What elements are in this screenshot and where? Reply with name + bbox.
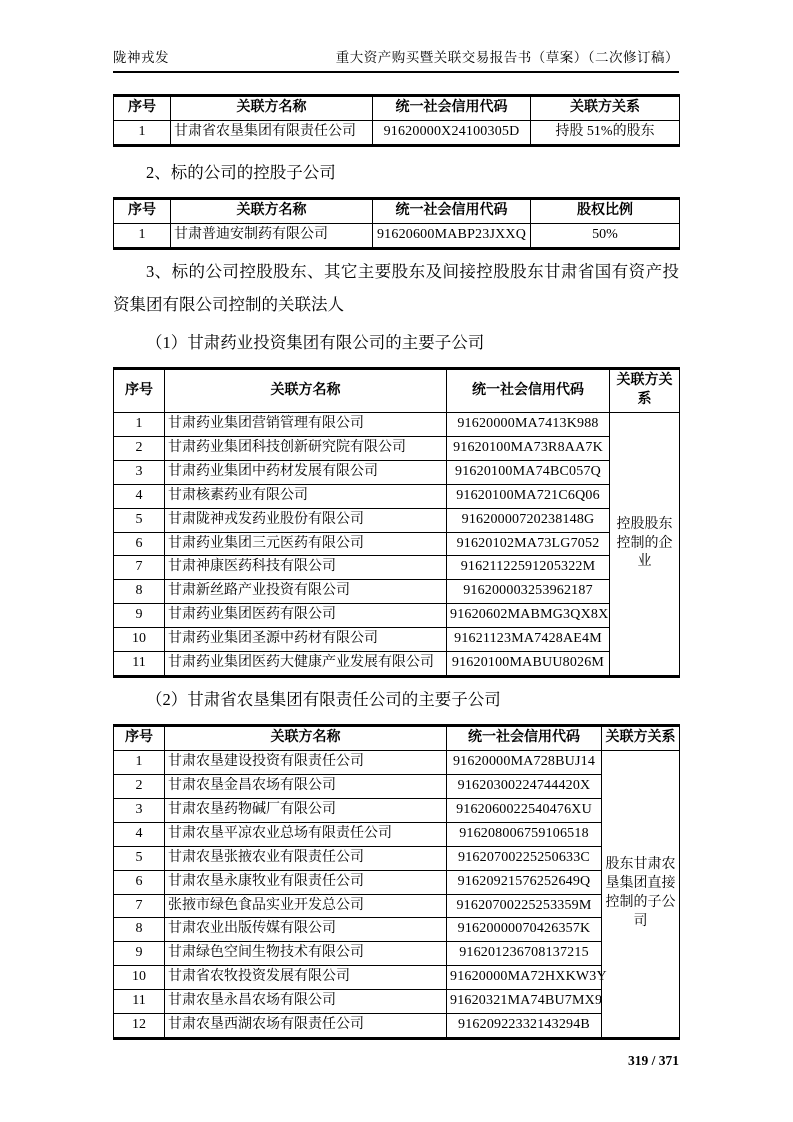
cell-name: 甘肃农垦平凉农业总场有限责任公司 [165, 822, 447, 846]
table-row [114, 437, 680, 461]
table-row [114, 508, 680, 532]
cell-serial: 10 [114, 966, 165, 990]
table-row [114, 966, 680, 990]
cell-code: 91620000MA728BUJ14 [447, 751, 602, 775]
cell-code: 91620100MA74BC057Q [447, 460, 610, 484]
cell-code: 91620100MABUU8026M [447, 652, 610, 677]
col-header-name: 关联方名称 [165, 369, 447, 413]
cell-code: 91620100MA721C6Q06 [447, 484, 610, 508]
table-header-row [114, 369, 680, 413]
table-row [114, 918, 680, 942]
cell-serial: 7 [114, 894, 165, 918]
cell-serial: 1 [114, 751, 165, 775]
cell-serial: 7 [114, 556, 165, 580]
cell-code: 916200003253962187 [447, 580, 610, 604]
col-header-code: 统一社会信用代码 [447, 726, 602, 751]
cell-name: 甘肃药业集团科技创新研究院有限公司 [165, 437, 447, 461]
related-party-shareholder-table [113, 94, 680, 147]
cell-name: 甘肃绿色空间生物技术有限公司 [165, 942, 447, 966]
cell-code: 91620000MA72HXKW3Y [447, 966, 602, 990]
cell-serial: 8 [114, 580, 165, 604]
cell-name: 甘肃药业集团医药大健康产业发展有限公司 [165, 652, 447, 677]
cell-serial: 5 [114, 846, 165, 870]
cell-code: 91620921576252649Q [447, 870, 602, 894]
table-row [114, 604, 680, 628]
cell-serial: 2 [114, 437, 165, 461]
col-header-name: 关联方名称 [171, 96, 373, 121]
table-row [114, 822, 680, 846]
cell-name: 张掖市绿色食品实业开发总公司 [165, 894, 447, 918]
table-row [114, 556, 680, 580]
cell-name: 甘肃农垦张掖农业有限责任公司 [165, 846, 447, 870]
table-row [114, 460, 680, 484]
cell-serial: 9 [114, 604, 165, 628]
header-company-short-name: 陇神戎发 [113, 50, 169, 65]
cell-code: 916208006759106518 [447, 822, 602, 846]
col-header-code: 统一社会信用代码 [373, 96, 531, 121]
table-row [114, 1014, 680, 1039]
heading-section-2: 2、标的公司的控股子公司 [146, 162, 336, 182]
heading-sub-2: （2）甘肃省农垦集团有限责任公司的主要子公司 [146, 689, 501, 709]
cell-code: 91620600MABP23JXXQ [373, 224, 531, 249]
cell-serial: 3 [114, 798, 165, 822]
table-row [114, 120, 680, 145]
table-row [114, 532, 680, 556]
table-row [114, 413, 680, 437]
cell-code: 91620700225250633C [447, 846, 602, 870]
cell-serial: 5 [114, 508, 165, 532]
table-row [114, 751, 680, 775]
table-row [114, 628, 680, 652]
table-row [114, 580, 680, 604]
cell-name: 甘肃药业集团中药材发展有限公司 [165, 460, 447, 484]
col-header-serial: 序号 [114, 199, 171, 224]
header-report-title: 重大资产购买暨关联交易报告书（草案）（二次修订稿） [335, 50, 679, 65]
heading-sub-1: （1）甘肃药业投资集团有限公司的主要子公司 [146, 332, 485, 352]
col-header-serial: 序号 [114, 369, 165, 413]
cell-name: 甘肃省农牧投资发展有限公司 [165, 966, 447, 990]
table-row [114, 224, 680, 249]
cell-code: 91620000720238148G [447, 508, 610, 532]
col-header-code: 统一社会信用代码 [373, 199, 531, 224]
table-row [114, 894, 680, 918]
cell-equity: 50% [531, 224, 680, 249]
cell-name: 甘肃省农垦集团有限责任公司 [171, 120, 373, 145]
table-row [114, 846, 680, 870]
cell-code: 91621123MA7428AE4M [447, 628, 610, 652]
cell-code: 91620000070426357K [447, 918, 602, 942]
cell-code: 91620102MA73LG7052 [447, 532, 610, 556]
col-header-serial: 序号 [114, 96, 171, 121]
nongken-group-subsidiaries-table [113, 724, 680, 1040]
pharma-group-subsidiaries-table [113, 367, 680, 678]
cell-name: 甘肃农垦药物碱厂有限公司 [165, 798, 447, 822]
cell-name: 甘肃药业集团三元医药有限公司 [165, 532, 447, 556]
cell-serial: 1 [114, 120, 171, 145]
cell-serial: 6 [114, 870, 165, 894]
col-header-serial: 序号 [114, 726, 165, 751]
cell-serial: 1 [114, 224, 171, 249]
table-header-row [114, 199, 680, 224]
cell-name: 甘肃农垦永昌农场有限公司 [165, 990, 447, 1014]
page-header [113, 46, 679, 73]
cell-relation-merged: 控股股东控制的企业 [610, 413, 680, 677]
col-header-code: 统一社会信用代码 [447, 369, 610, 413]
cell-serial: 4 [114, 822, 165, 846]
table-row [114, 484, 680, 508]
table-row [114, 942, 680, 966]
cell-code: 91620321MA74BU7MX9 [447, 990, 602, 1014]
cell-serial: 12 [114, 1014, 165, 1039]
cell-relation-merged: 股东甘肃农垦集团直接控制的子公司 [602, 751, 680, 1039]
col-header-equity: 股权比例 [531, 199, 680, 224]
cell-name: 甘肃农垦永康牧业有限责任公司 [165, 870, 447, 894]
cell-name: 甘肃陇神戎发药业股份有限公司 [165, 508, 447, 532]
cell-serial: 10 [114, 628, 165, 652]
cell-code: 91620100MA73R8AA7K [447, 437, 610, 461]
cell-serial: 8 [114, 918, 165, 942]
cell-name: 甘肃农垦金昌农场有限公司 [165, 775, 447, 799]
table-row [114, 990, 680, 1014]
col-header-relation: 关联方关系 [602, 726, 680, 751]
cell-serial: 2 [114, 775, 165, 799]
col-header-relation: 关联方关系 [531, 96, 680, 121]
table-row [114, 870, 680, 894]
cell-name: 甘肃药业集团营销管理有限公司 [165, 413, 447, 437]
cell-code: 9162060022540476XU [447, 798, 602, 822]
col-header-name: 关联方名称 [171, 199, 373, 224]
table-header-row [114, 96, 680, 121]
page-number: 319 / 371 [627, 1052, 679, 1068]
cell-name: 甘肃新丝路产业投资有限公司 [165, 580, 447, 604]
cell-code: 91620300224744420X [447, 775, 602, 799]
cell-serial: 6 [114, 532, 165, 556]
cell-name: 甘肃神康医药科技有限公司 [165, 556, 447, 580]
heading-section-3: 3、标的公司控股股东、其它主要股东及间接控股股东甘肃省国有资产投资集团有限公司控制的关联法人 [113, 261, 679, 314]
cell-name: 甘肃农垦西湖农场有限责任公司 [165, 1014, 447, 1039]
table-row [114, 652, 680, 677]
cell-name: 甘肃农垦建设投资有限责任公司 [165, 751, 447, 775]
col-header-relation: 关联方关系 [610, 369, 680, 413]
cell-name: 甘肃药业集团圣源中药材有限公司 [165, 628, 447, 652]
cell-serial: 4 [114, 484, 165, 508]
cell-code: 91620922332143294B [447, 1014, 602, 1039]
cell-name: 甘肃核素药业有限公司 [165, 484, 447, 508]
cell-name: 甘肃普迪安制药有限公司 [171, 224, 373, 249]
cell-serial: 3 [114, 460, 165, 484]
cell-code: 91620602MABMG3QX8X [447, 604, 610, 628]
cell-code: 91620000X24100305D [373, 120, 531, 145]
cell-name: 甘肃药业集团医药有限公司 [165, 604, 447, 628]
table-row [114, 775, 680, 799]
cell-serial: 11 [114, 990, 165, 1014]
table-row [114, 798, 680, 822]
cell-name: 甘肃农业出版传媒有限公司 [165, 918, 447, 942]
cell-code: 91620000MA7413K988 [447, 413, 610, 437]
cell-code: 91621122591205322M [447, 556, 610, 580]
cell-serial: 11 [114, 652, 165, 677]
cell-serial: 1 [114, 413, 165, 437]
cell-code: 91620700225253359M [447, 894, 602, 918]
col-header-name: 关联方名称 [165, 726, 447, 751]
target-subsidiary-table [113, 197, 680, 250]
table-header-row [114, 726, 680, 751]
cell-serial: 9 [114, 942, 165, 966]
cell-relation: 持股 51%的股东 [531, 120, 680, 145]
cell-code: 916201236708137215 [447, 942, 602, 966]
